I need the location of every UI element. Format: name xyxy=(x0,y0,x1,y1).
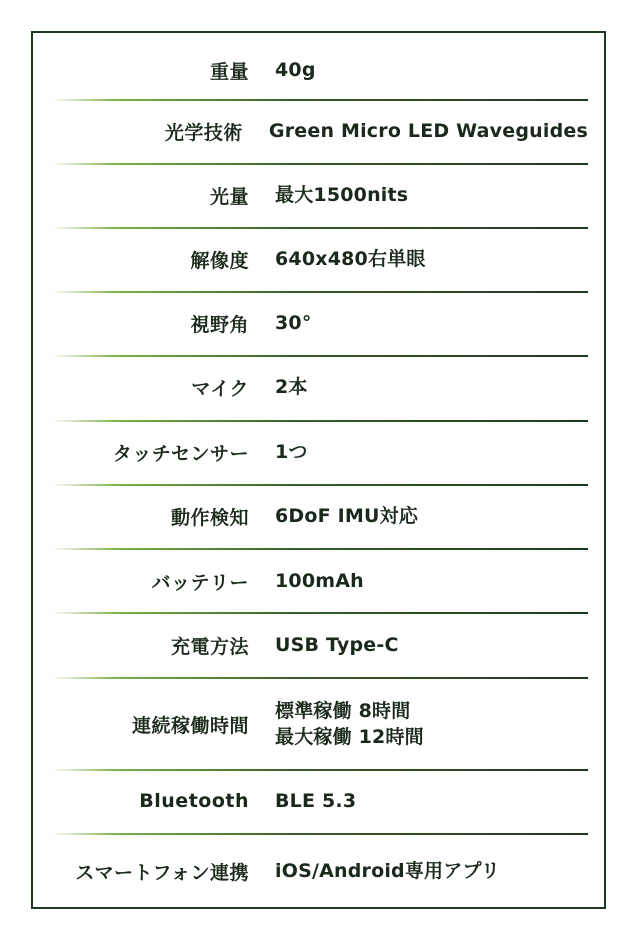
spec-label: 充電方法 xyxy=(170,635,249,658)
spec-label: スマートフォン連携 xyxy=(75,861,249,884)
spec-value: 640x480右単眼 xyxy=(275,248,426,270)
row-divider xyxy=(51,612,588,614)
spec-row-weight xyxy=(51,52,588,88)
spec-label: 重量 xyxy=(209,60,249,83)
row-divider xyxy=(51,355,588,357)
spec-row-motion xyxy=(51,498,588,534)
row-divider xyxy=(51,99,588,101)
spec-value: 40g xyxy=(275,59,316,81)
spec-label: 光量 xyxy=(209,185,249,208)
spec-label: マイク xyxy=(191,377,249,400)
spec-row-resolution xyxy=(51,241,588,277)
row-divider xyxy=(51,677,588,679)
row-divider xyxy=(51,291,588,293)
spec-row-mic xyxy=(51,369,588,405)
spec-value: 1つ xyxy=(275,441,308,463)
spec-row-charging xyxy=(51,627,588,663)
spec-value-line: 最大稼働 12時間 xyxy=(275,726,424,748)
spec-label: タッチセンサー xyxy=(112,442,249,465)
spec-value: Green Micro LED Waveguides xyxy=(268,120,588,142)
spec-row-bluetooth xyxy=(51,783,588,819)
spec-row-optics xyxy=(51,113,588,149)
spec-value: iOS/Android専用アプリ xyxy=(275,860,501,882)
spec-value: BLE 5.3 xyxy=(275,790,357,812)
spec-label: 光学技術 xyxy=(164,121,243,144)
spec-value: 6DoF IMU対応 xyxy=(275,505,419,527)
row-divider xyxy=(51,769,588,771)
row-divider xyxy=(51,548,588,550)
spec-row-smartphone xyxy=(51,853,588,889)
spec-label: 動作検知 xyxy=(170,506,249,529)
spec-row-brightness xyxy=(51,177,588,213)
row-divider xyxy=(51,420,588,422)
row-divider xyxy=(51,833,588,835)
spec-value: 2本 xyxy=(275,376,308,398)
spec-row-fov xyxy=(51,305,588,341)
spec-value: 30° xyxy=(275,312,312,334)
spec-value: 100mAh xyxy=(275,570,364,592)
spec-label: 解像度 xyxy=(190,249,249,272)
spec-label: 連続稼働時間 xyxy=(131,714,249,737)
spec-label: 視野角 xyxy=(190,313,249,336)
row-divider xyxy=(51,163,588,165)
spec-row-battery xyxy=(51,563,588,599)
spec-label: バッテリー xyxy=(151,571,249,594)
spec-value xyxy=(275,698,424,750)
spec-value: USB Type-C xyxy=(275,634,399,656)
row-divider xyxy=(51,484,588,486)
spec-value-line: 標準稼働 8時間 xyxy=(275,700,411,722)
spec-row-touch xyxy=(51,434,588,470)
spec-value: 最大1500nits xyxy=(275,184,409,206)
spec-label: Bluetooth xyxy=(139,790,249,812)
spec-row-runtime xyxy=(51,694,588,754)
row-divider xyxy=(51,227,588,229)
